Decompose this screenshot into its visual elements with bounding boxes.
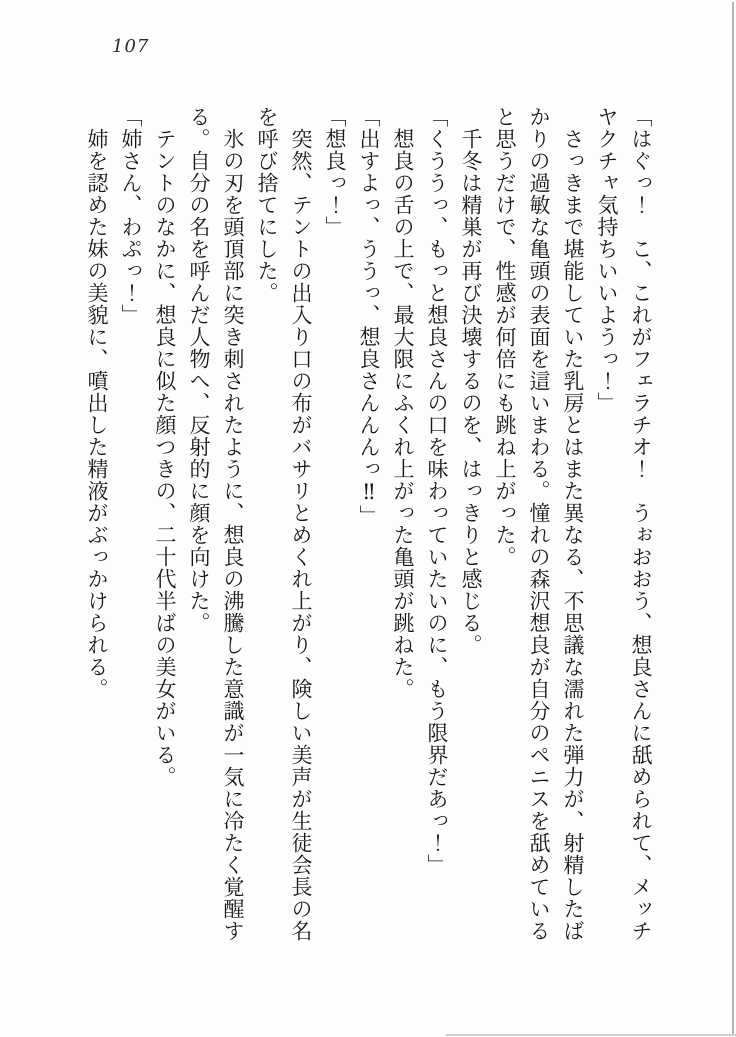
text-column: ヤクチャ気持ちいいようっ！」 — [595, 106, 619, 414]
vertical-text-block — [80, 106, 658, 958]
page-number: 107 — [112, 36, 150, 57]
text-column: と思うだけで、性感が何倍にも跳ね上がった。 — [493, 106, 517, 568]
text-column: 「くううっ、もっと想良さんの口を味わっていたいのに、もう限界だあっ！」 — [425, 106, 449, 876]
text-column: 氷の刃を頭頂部に突き刺されたように、想良の沸騰した意識が一気に冷たく覚醒す — [221, 106, 245, 942]
text-column: る。自分の名を呼んだ人物へ、反射的に顔を向けた。 — [187, 106, 211, 634]
text-column: テントのなかに、想良に似た顔つきの、二十代半ばの美女がいる。 — [153, 106, 177, 788]
text-column: 突然、テントの出入り口の布がバサリとめくれ上がり、険しい美声が生徒会長の名 — [289, 106, 313, 942]
text-column: 「はぐっ！ こ、これがフェラチオ！ うぉおおう、想良さんに舐められて、メッチ — [629, 106, 653, 942]
page-edge-line-bottom — [446, 1034, 736, 1036]
text-column: 想良の舌の上で、最大限にふくれ上がった亀頭が跳ねた。 — [391, 106, 415, 700]
text-column: 千冬は精巣が再び決壊するのを、はっきりと感じる。 — [459, 106, 483, 656]
text-column: 「姉さん、わぷっ！」 — [119, 106, 143, 326]
page-edge-line-right — [732, 2, 734, 1035]
text-column: 姉を認めた妹の美貌に、噴出した精液がぶっかけられる。 — [85, 106, 109, 700]
text-column: 「想良っ！」 — [323, 106, 347, 238]
text-column: を呼び捨てにした。 — [255, 106, 279, 304]
text-column: かりの過敏な亀頭の表面を這いまわる。憧れの森沢想良が自分のペニスを舐めている — [527, 106, 551, 942]
text-column: 「出すよっ、ううっ、想良さんんんっ‼」 — [357, 106, 381, 527]
text-column: さっきまで堪能していた乳房とはまた異なる、不思議な濡れた弾力が、射精したば — [561, 106, 585, 942]
